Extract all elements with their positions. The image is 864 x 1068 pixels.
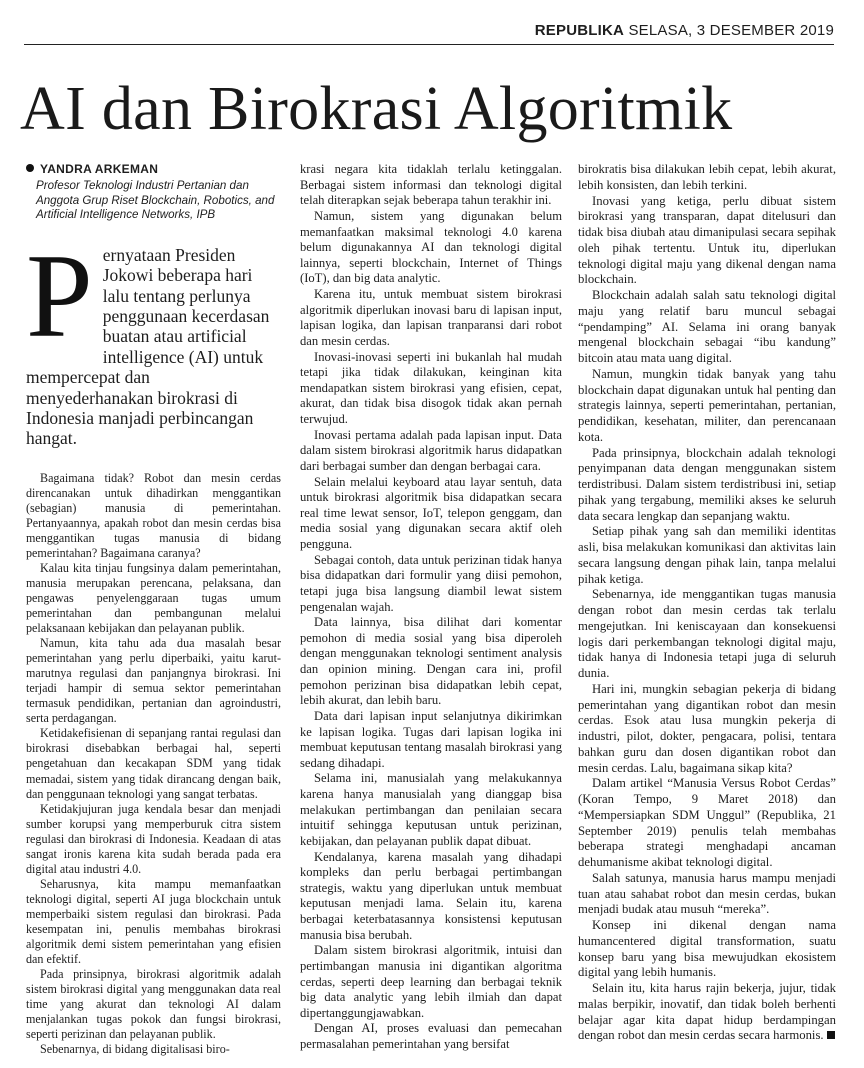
paragraph: Ketidakjujuran juga kendala besar dan menjadi sumber korupsi yang memperburuk citra sistem regulasi dan birokrasi di Indonesia. Keadaan di atas sangat ironis karena kita sudah berada pada era digital atau industri 4.0. [26, 801, 281, 876]
end-mark-icon [827, 1031, 835, 1039]
paragraph: Inovasi pertama adalah pada lapisan input. Data dalam sistem birokrasi algoritmik harus didapatkan dari berbagai sumber dan dengan berbagai cara. [300, 427, 562, 473]
masthead [535, 22, 834, 39]
paragraph: Sebagai contoh, data untuk perizinan tidak hanya bisa didapatkan dari formulir yang diisi pemohon, tetapi juga bisa langsung diambil lewat sistem pengenalan wajah. [300, 552, 562, 614]
paragraph: krasi negara kita tidaklah terlalu ketinggalan. Berbagai sistem informasi dan teknologi digital telah diterapkan sejak beberapa tahun terakhir ini. [300, 162, 562, 208]
paragraph: Setiap pihak yang sah dan memiliki identitas asli, bisa melakukan komunikasi dan aktivitas lain secara langsung dengan pihak lain, tanpa melalui pihak ketiga. [578, 524, 836, 586]
author-affiliation: Profesor Teknologi Industri Pertanian dan Anggota Grup Riset Blockchain, Robotics, and Artificial Intelligence Networks, IPB [36, 179, 275, 222]
paragraph: Namun, mungkin tidak banyak yang tahu blockchain dapat digunakan untuk hal penting dan strategis lainnya, seperti pemerintahan, pertanian, pendidikan, kesehatan, militer, dan perencanaan kota. [578, 366, 836, 444]
column-1 [26, 162, 281, 1057]
article-title: AI dan Birokrasi Algoritmik [20, 75, 733, 143]
paragraph: Blockchain adalah salah satu teknologi digital maju yang relatif baru muncul sebagai “pendamping” AI. Selama ini orang banyak mengenal blockchain sebagai “ibu kandung” bitcoin atau mata uang digital. [578, 288, 836, 365]
paragraph: Namun, kita tahu ada dua masalah besar pemerintahan yang perlu diperbaiki, yaitu karut-marutnya regulasi dan panjangnya birokrasi. Ini terjadi hampir di semua sektor pemerintahan termasuk pendidikan, pertanian dan agroindustri, serta perdagangan. [26, 636, 281, 726]
paragraph: Bagaimana tidak? Robot dan mesin cerdas direncanakan untuk dihadirkan menggantikan (sebagian) manusia di pemerintahan. Pertanyaannya, apakah robot dan mesin cerdas bisa menggantikan tugas manusia di bidang pemerintahan? Bagaimana caranya? [26, 470, 281, 561]
bullet-icon [26, 164, 34, 172]
paragraph: Namun, sistem yang digunakan belum memanfaatkan maksimal teknologi 4.0 karena belum digunakannya AI dan teknologi digital lainnya, seperti blockchain, Internet of Things (IoT), dan big data analytic. [300, 208, 562, 286]
paragraph: Pada prinsipnya, blockchain adalah teknologi penyimpanan data dengan menggunakan sistem terdistribusi. Dalam sistem terdistribusi ini, setiap pihak yang tergabung, memiliki akses ke seluruh data secara lengkap dan sepanjang waktu. [578, 445, 836, 523]
paragraph: birokratis bisa dilakukan lebih cepat, lebih akurat, lebih konsisten, dan lebih terkini. [578, 162, 836, 192]
paragraph: Konsep ini dikenal dengan nama humancentered digital transformation, suatu konsep baru yang bisa mewujudkan ekosistem digital yang lebih humanis. [578, 918, 836, 980]
drop-cap: P [26, 228, 93, 362]
paragraph: Dalam artikel “Manusia Versus Robot Cerdas” (Koran Tempo, 9 Maret 2018) dan “Mempersiapkan SDM Unggul” (Republika, 21 September 2019) penulis telah membahas beberapa strategi menghadapi ancaman dehumanisme akibat teknologi digital. [578, 776, 836, 869]
paragraph: Data dari lapisan input selanjutnya dikirimkan ke lapisan logika. Tugas dari lapisan logika ini membuat keputusan tentang masalah birokrasi yang sedang dihadapi. [300, 708, 562, 770]
paragraph: Dalam sistem birokrasi algoritmik, intuisi dan pertimbangan manusia ini digantikan algoritma cerdas, seperti deep learning dan berbagai teknik big data analytic yang lebih ilmiah dan dapat dipertanggungjawabkan. [300, 943, 562, 1020]
paragraph: Salah satunya, manusia harus mampu menjadi tuan atau sahabat robot dan mesin cerdas, bukan menjadi budak atau musuh “mereka”. [578, 870, 836, 917]
paragraph: Kendalanya, karena masalah yang dihadapi kompleks dan perlu berbagai pertimbangan strategis, waktu yang diperlukan untuk membuat keputusan menjadi lama. Selain itu, karena berbagai keterbatasannya konsistensi keputusan manusia bisa berubah. [300, 849, 562, 942]
paragraph: Sebenarnya, ide menggantikan tugas manusia dengan robot dan mesin cerdas tak terlalu mengejutkan. Ini keniscayaan dan konsekuensi logis dari perkembangan teknologi digital maju, tidak hanya di Indonesia tetapi juga di seluruh dunia. [578, 587, 836, 680]
paragraph: Inovasi-inovasi seperti ini bukanlah hal mudah tetapi jika tidak dilakukan, keinginan kita mendapatkan sistem birokrasi yang efisien, cepat, akurat, dan tidak bisa disogok tidak akan pernah terwujud. [300, 349, 562, 426]
column-1-body [26, 471, 281, 1057]
lead-text: ernyataan Presiden Jokowi beberapa hari lalu tentang perlunya penggunaan kecerdasan buatan atau artificial intelligence (AI) untuk mempercepat dan menyederhanakan birokrasi di Indonesia manjadi perbincangan hangat. [26, 244, 270, 449]
lead-paragraph [26, 228, 281, 449]
paragraph: Seharusnya, kita mampu memanfaatkan teknologi digital, seperti AI juga blockchain untuk memperbaiki sistem regulasi dan birokrasi. Pada kesempatan ini, penulis membahas birokrasi algoritmik demi sistem pemerintahan yang efisien dan efektif. [26, 876, 281, 966]
paragraph: Pada prinsipnya, birokrasi algoritmik adalah sistem birokrasi digital yang menggunakan data real time yang akurat dan teknologi AI dalam menjalankan tugas pokok dan fungsi birokrasi, seperti perizinan dan pelayanan publik. [26, 966, 281, 1042]
issue-date: SELASA, 3 DESEMBER 2019 [628, 22, 834, 39]
paragraph: Inovasi yang ketiga, perlu dibuat sistem birokrasi yang transparan, dapat ditelusuri dan tidak bisa diubah atau dimanipulasi secara sepihak oleh pihak tertentu. Untuk itu, diperlukan teknologi digital maju yang dikenal dengan nama blockchain. [578, 193, 836, 287]
column-2-body [300, 162, 562, 1053]
paragraph: Selain itu, kita harus rajin bekerja, jujur, tidak malas berpikir, inovatif, dan tidak boleh berhenti belajar agar kita dapat hidup berdampingan dengan robot dan mesin cerdas secara harmonis. [578, 981, 836, 1043]
paragraph: Selain melalui keyboard atau layar sentuh, data untuk birokrasi algoritmik bisa didapatkan secara real time lewat sensor, IoT, telepon genggam, dan media sosial yang digunakan secara aktif oleh pengguna. [300, 474, 562, 551]
paragraph: Selama ini, manusialah yang melakukannya karena hanya manusialah yang dianggap bisa melakukan pertimbangan dan penilaian secara intuitif sehingga keputusan untuk perizinan, kebijakan, dan pelayanan publik dapat dibuat. [300, 771, 562, 848]
paragraph: Karena itu, untuk membuat sistem birokrasi algoritmik diperlukan inovasi baru di lapisan input, lapisan logika, dan lapisan tranparansi dari robot dan mesin cerdas. [300, 287, 562, 348]
header-divider [24, 44, 834, 45]
column-2 [300, 162, 562, 1053]
paragraph: Data lainnya, bisa dilihat dari komentar pemohon di media sosial yang bisa diperoleh dengan menggunakan teknologi sentiment analysis dan opinion mining. Dengan cara ini, profil pemohon perizinan bisa didapatkan lebih cepat, lebih akurat, dan lebih baru. [300, 615, 562, 708]
paragraph: Kalau kita tinjau fungsinya dalam pemerintahan, manusia merupakan perencana, pelaksana, dan pengawas penyelenggaraan tugas umum pemerintahan dan pembangunan melalui pelaksanaan kebijakan dan pelayanan publik. [26, 561, 281, 636]
paragraph: Sebenarnya, di bidang digitalisasi biro- [40, 1042, 230, 1057]
paragraph: Dengan AI, proses evaluasi dan pemecahan permasalahan pemerintahan yang bersifat [300, 1021, 562, 1051]
column-3 [578, 162, 836, 1044]
column-3-body [578, 162, 836, 1044]
newspaper-name: REPUBLIKA [534, 22, 625, 39]
author-name [26, 162, 281, 177]
author-name-text: YANDRA ARKEMAN [40, 162, 159, 176]
paragraph: Hari ini, mungkin sebagian pekerja di bidang pemerintahan yang digantikan robot dan mesin cerdas. Esok atau lusa mungkin pekerja di industri, pilot, dokter, pengacara, polisi, tentara bahkan guru dan dosen digantikan robot dan mesin cerdas. Lalu, bagaimana sikap kita? [578, 681, 836, 775]
paragraph: Ketidakefisienan di sepanjang rantai regulasi dan birokrasi disebabkan berbagai hal, seperti pengetahuan dan kecakapan SDM yang tidak memadai, sistem yang tidak dirancang dengan baik, dan penggunaan teknologi yang sangat terbatas. [26, 726, 281, 801]
